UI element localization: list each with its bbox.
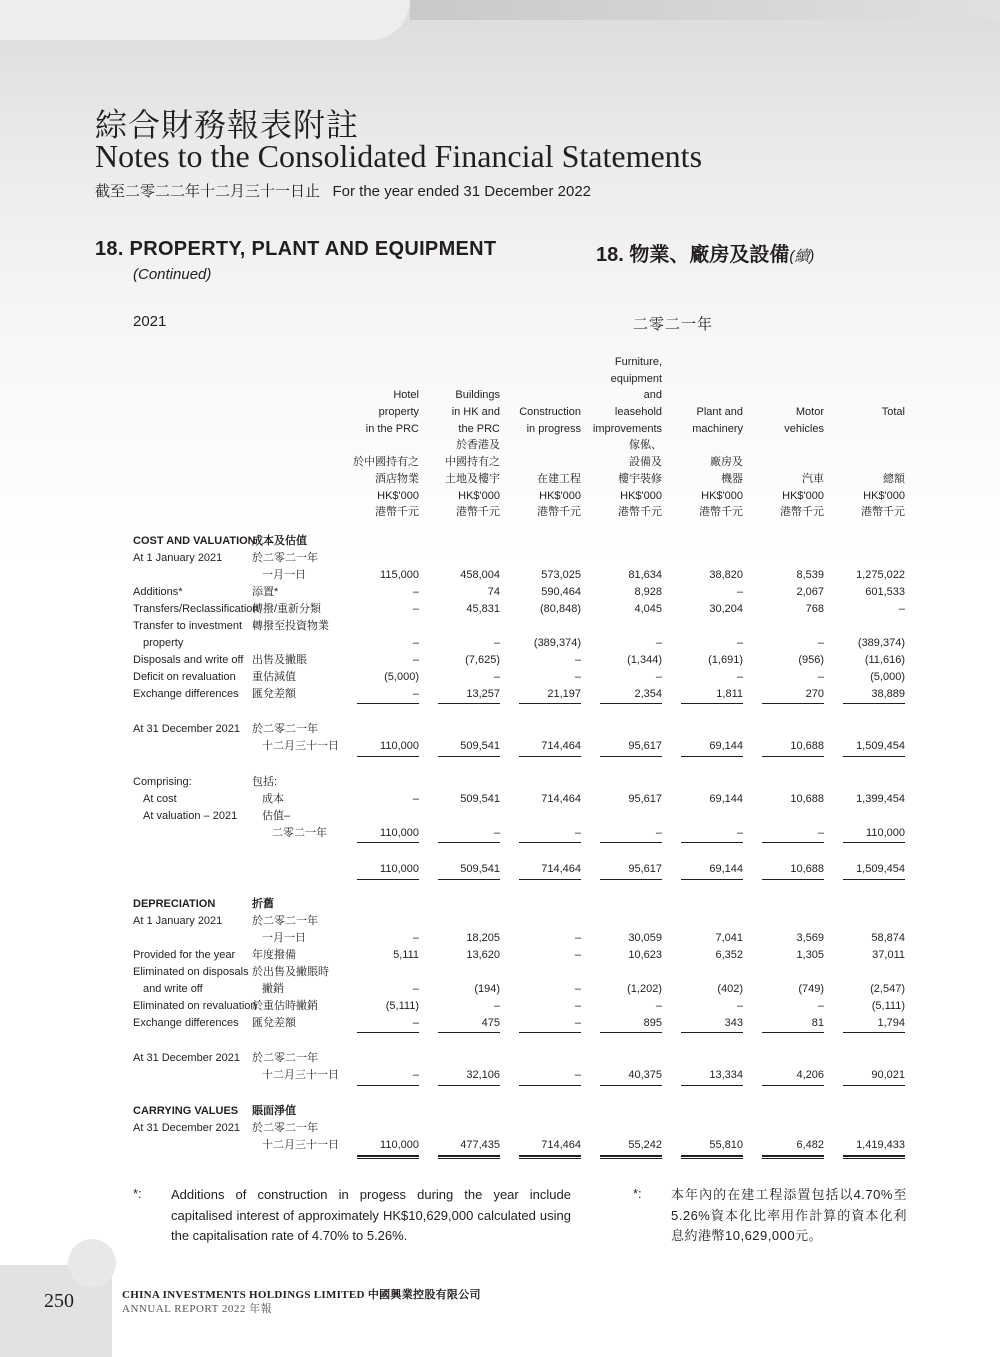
header-tab-shape [0,0,410,40]
cell-value: – [493,827,500,839]
underline-rule [681,1032,743,1033]
cell-value: 37,011 [872,949,905,961]
cell-value: – [574,654,581,666]
cell-value: 1,794 [877,1017,905,1029]
cell-value: 55,810 [709,1139,743,1151]
cell-value: 270 [805,688,824,700]
row-label-en: Additions* [133,586,183,598]
cell-value: – [736,1000,743,1012]
cell-value: 115,000 [380,569,419,581]
column-header: Construction in progress 在建工程 HK$'000 港幣千元 [519,406,581,519]
underline-rule [357,756,419,757]
cell-value: 1,275,022 [856,569,905,581]
section-title-zh-text: 18. 物業、廠房及設備 [596,244,790,266]
cell-value: 13,620 [466,949,500,961]
cell-value: 30,204 [709,603,743,615]
cell-value: 2,067 [796,586,824,598]
underline-rule [357,1155,419,1157]
cell-value: 7,041 [715,932,743,944]
section-continued-en: (Continued) [133,266,212,283]
cell-value: – [574,1000,581,1012]
cell-value: – [736,827,743,839]
underline-rule [438,756,500,757]
row-label-en: Eliminated on disposals [133,966,249,978]
cell-value: – [574,1017,581,1029]
underline-rule [600,756,662,757]
underline-rule [357,842,419,843]
section-title-zh [596,238,814,267]
row-label-zh: 撇銷 [262,983,284,995]
column-header: Buildings in HK and the PRC 於香港及 中國持有之 土地及樓宇 HK$'000 港幣千元 [445,389,500,519]
underline-rule [519,756,581,757]
underline-rule [843,1032,905,1033]
cell-value: 81 [811,1017,824,1029]
cell-value: (956) [798,654,824,666]
cell-value: – [655,637,662,649]
row-label-en: CARRYING VALUES [133,1105,239,1117]
cell-value: – [574,949,581,961]
section-continued-zh: (續) [789,248,815,265]
cell-value: 110,000 [380,863,419,875]
cell-value: – [655,1000,662,1012]
row-label-zh: 估值– [262,810,291,822]
footer-circle [68,1239,116,1287]
footnote-en: Additions of construction in progess during the year include capitalised interest of approximately HK$10,629,000 calculated using the capitalisation rate of 4.70% to 5.26%. [171,1187,571,1243]
row-label-en: At 31 December 2021 [133,1052,241,1064]
cell-value: 38,820 [709,569,743,581]
cell-value: 110,000 [866,827,905,839]
footnote-mark-en: *: [133,1186,142,1201]
row-label-en: Exchange differences [133,1017,239,1029]
header-period: 截至二零二二年十二月三十一日止 For the year ended 31 December 2022 [95,183,591,200]
underline-rule [600,842,662,843]
cell-value: (2,547) [870,983,905,995]
cell-value: – [736,637,743,649]
row-label-en: and write off [143,983,203,995]
footnote-mark-zh: *: [633,1186,642,1201]
underline-rule [681,879,743,880]
cell-value: 10,688 [790,793,824,805]
footnote-zh: 本年內的在建工程添置包括以4.70%至5.26%資本化比率用作計算的資本化利息約港幣10,629,000元。 [671,1187,907,1243]
underline-rule [843,879,905,880]
row-label-en: Eliminated on revaluation [133,1000,257,1012]
cell-value: – [412,983,419,995]
cell-value: 509,541 [460,740,500,752]
cell-value: – [412,1069,419,1081]
cell-value: (1,202) [627,983,662,995]
cell-value: 110,000 [380,740,419,752]
cell-value: 714,464 [541,863,581,875]
cell-value: 1,509,454 [856,740,905,752]
cell-value: 13,334 [709,1069,743,1081]
cell-value: – [412,688,419,700]
cell-value: (749) [798,983,824,995]
row-label-en: property [143,637,184,649]
cell-value: 4,206 [796,1069,824,1081]
row-label-zh: 匯兌差額 [252,688,296,700]
underline-rule [438,1158,500,1159]
cell-value: 601,533 [865,586,905,598]
section-title-en: 18. PROPERTY, PLANT AND EQUIPMENT [95,238,497,260]
cell-value: 343 [724,1017,743,1029]
underline-rule [357,703,419,704]
cell-value: (5,000) [870,671,905,683]
cell-value: 1,419,433 [856,1139,905,1151]
cell-value: – [817,671,824,683]
cell-value: 768 [805,603,824,615]
cell-value: 110,000 [380,1139,419,1151]
cell-value: (7,625) [465,654,500,666]
row-label-en: COST AND VALUATION [133,535,256,547]
column-header: Hotel property in the PRC 於中國持有之 酒店物業 HK$'000 港幣千元 [353,389,419,519]
row-label-en: Exchange differences [133,688,239,700]
underline-rule [843,1155,905,1157]
cell-value: – [412,586,419,598]
row-label-zh: 轉撥至投資物業 [252,620,329,632]
cell-value: – [574,983,581,995]
cell-value: – [412,603,419,615]
row-label-zh: 於二零二一年 [252,1122,318,1134]
row-label-zh: 包括: [252,776,278,788]
cell-value: 21,197 [547,688,581,700]
cell-value: – [574,671,581,683]
underline-rule [438,1032,500,1033]
cell-value: 509,541 [460,793,500,805]
cell-value: 3,569 [796,932,824,944]
cell-value: 58,874 [871,932,905,944]
cell-value: (5,000) [384,671,419,683]
cell-value: – [412,1017,419,1029]
cell-value: 475 [481,1017,500,1029]
underline-rule [681,1158,743,1159]
row-label-zh: 年度撥備 [252,949,296,961]
cell-value: (5,111) [871,1000,905,1012]
underline-rule [357,1085,419,1086]
row-label-en: At 1 January 2021 [133,915,223,927]
underline-rule [762,879,824,880]
row-label-en: At valuation – 2021 [143,810,238,822]
cell-value: 69,144 [709,863,743,875]
cell-value: 30,059 [628,932,662,944]
cell-value: 1,305 [796,949,824,961]
row-label-en: At 1 January 2021 [133,552,223,564]
underline-rule [438,879,500,880]
cell-value: 6,352 [715,949,743,961]
row-label-en: At 31 December 2021 [133,1122,241,1134]
cell-value: 45,831 [466,603,500,615]
row-label-zh: 於出售及撇賬時 [252,966,329,978]
underline-rule [843,1158,905,1159]
underline-rule [762,1032,824,1033]
row-label-zh: 十二月三十一日 [262,1139,339,1151]
underline-rule [519,1155,581,1157]
cell-value: 714,464 [541,793,581,805]
cell-value: 18,205 [466,932,500,944]
cell-value: – [817,1000,824,1012]
row-label-en: Provided for the year [133,949,236,961]
column-header: Motor vehicles 汽車 HK$'000 港幣千元 [780,406,824,519]
row-label-zh: 一月一日 [262,932,306,944]
cell-value: 5,111 [393,949,419,961]
row-label-zh: 於二零二一年 [252,723,318,735]
cell-value: 13,257 [466,688,500,700]
cell-value: 1,509,454 [856,863,905,875]
underline-rule [519,703,581,704]
cell-value: 81,634 [628,569,662,581]
cell-value: – [655,671,662,683]
cell-value: 895 [643,1017,662,1029]
row-label-zh: 匯兌差額 [252,1017,296,1029]
cell-value: (389,374) [857,637,905,649]
underline-rule [600,1155,662,1157]
underline-rule [357,1032,419,1033]
cell-value: (194) [474,983,500,995]
cell-value: 95,617 [628,740,662,752]
cell-value: – [574,932,581,944]
cell-value: 1,399,454 [856,793,905,805]
row-label-en: At 31 December 2021 [133,723,241,735]
cell-value: – [412,793,419,805]
cell-value: – [412,932,419,944]
underline-rule [843,1085,905,1086]
header-title-en: Notes to the Consolidated Financial Statements [95,138,703,174]
column-header: Furniture, equipment and leasehold improvements 傢俬、 設備及 樓宇裝修 HK$'000 港幣千元 [592,355,662,519]
cell-value: – [898,603,905,615]
header-title-zh: 綜合財務報表附註 [95,106,360,144]
cell-value: 714,464 [541,740,581,752]
underline-rule [681,756,743,757]
row-label-zh: 於二零二一年 [252,1052,318,1064]
cell-value: 4,045 [634,603,662,615]
row-label-zh: 成本及估值 [252,535,307,547]
underline-rule [519,1158,581,1159]
underline-rule [357,1158,419,1159]
underline-rule [438,703,500,704]
column-header: Total 總額 HK$'000 港幣千元 [861,406,905,519]
cell-value: 10,688 [790,740,824,752]
year-en: 2021 [133,313,167,330]
underline-rule [519,1085,581,1086]
cell-value: (80,848) [540,603,581,615]
cell-value: 55,242 [628,1139,662,1151]
cell-value: – [736,671,743,683]
underline-rule [357,879,419,880]
underline-rule [762,1158,824,1159]
underline-rule [519,842,581,843]
underline-rule [762,756,824,757]
cell-value: 32,106 [466,1069,500,1081]
underline-rule [519,879,581,880]
underline-rule [519,1032,581,1033]
row-label-zh: 於二零二一年 [252,552,318,564]
underline-rule [600,879,662,880]
cell-value: 69,144 [709,740,743,752]
cell-value: 2,354 [634,688,662,700]
cell-value: – [493,1000,500,1012]
cell-value: – [574,827,581,839]
underline-rule [600,1085,662,1086]
row-label-zh: 出售及撇賬 [252,654,307,666]
cell-value: 74 [487,586,500,598]
cell-value: 8,539 [796,569,824,581]
row-label-zh: 轉撥/重新分類 [252,603,322,615]
cell-value: 40,375 [628,1069,662,1081]
underline-rule [843,756,905,757]
cell-value: (1,691) [708,654,743,666]
cell-value: – [736,586,743,598]
underline-rule [438,842,500,843]
cell-value: 8,928 [634,586,662,598]
cell-value: (5,111) [385,1000,419,1012]
row-label-en: Disposals and write off [133,654,244,666]
cell-value: 458,004 [460,569,500,581]
cell-value: – [817,827,824,839]
cell-value: – [493,671,500,683]
underline-rule [438,1155,500,1157]
header-band [410,0,1000,20]
cell-value: – [412,637,419,649]
underline-rule [762,1155,824,1157]
cell-value: 95,617 [628,793,662,805]
underline-rule [600,1158,662,1159]
cell-value: – [655,827,662,839]
row-label-en: Deficit on revaluation [133,671,236,683]
cell-value: 590,464 [541,586,581,598]
page-number: 250 [44,1290,74,1312]
row-label-en: Transfers/Reclassification [133,603,259,615]
footer-report: ANNUAL REPORT 2022 年報 [122,1303,273,1315]
row-label-zh: 重估減值 [252,671,296,683]
cell-value: (402) [717,983,743,995]
row-label-zh: 於重估時撇銷 [252,1000,318,1012]
cell-value: 10,623 [628,949,662,961]
row-label-zh: 於二零二一年 [252,915,318,927]
underline-rule [600,703,662,704]
cell-value: – [574,1069,581,1081]
cell-value: 714,464 [541,1139,581,1151]
row-label-zh: 十二月三十一日 [262,740,339,752]
row-label-en: Comprising: [133,776,192,788]
cell-value: 6,482 [796,1139,824,1151]
cell-value: – [493,637,500,649]
cell-value: 110,000 [380,827,419,839]
row-label-zh: 一月一日 [262,569,306,581]
underline-rule [681,1155,743,1157]
footer-company: CHINA INVESTMENTS HOLDINGS LIMITED 中國興業控股有限公司 [122,1289,481,1301]
underline-rule [762,842,824,843]
underline-rule [762,703,824,704]
row-label-zh: 二零二一年 [272,827,327,839]
cell-value: 95,617 [628,863,662,875]
underline-rule [438,1085,500,1086]
column-header: Plant and machinery 廠房及 機器 HK$'000 港幣千元 [692,406,743,519]
cell-value: 477,435 [460,1139,500,1151]
cell-value: 90,021 [871,1069,905,1081]
row-label-zh: 添置* [252,586,279,598]
underline-rule [600,1032,662,1033]
underline-rule [843,703,905,704]
underline-rule [762,1085,824,1086]
year-zh: 二零二一年 [633,316,714,333]
underline-rule [843,842,905,843]
cell-value: (11,616) [864,654,905,666]
cell-value: 573,025 [541,569,581,581]
row-label-zh: 賬面淨值 [252,1105,296,1117]
underline-rule [681,842,743,843]
cell-value: – [412,654,419,666]
cell-value: 38,889 [871,688,905,700]
row-label-en: At cost [143,793,177,805]
row-label-zh: 成本 [262,793,284,805]
row-label-zh: 十二月三十一日 [262,1069,339,1081]
row-label-en: DEPRECIATION [133,898,216,910]
cell-value: 1,811 [716,688,743,700]
underline-rule [681,703,743,704]
underline-rule [681,1085,743,1086]
cell-value: 509,541 [460,863,500,875]
row-label-en: Transfer to investment [133,620,243,632]
row-label-zh: 折舊 [252,898,274,910]
cell-value: 69,144 [709,793,743,805]
cell-value: – [817,637,824,649]
cell-value: 10,688 [790,863,824,875]
cell-value: (389,374) [533,637,581,649]
cell-value: (1,344) [627,654,662,666]
